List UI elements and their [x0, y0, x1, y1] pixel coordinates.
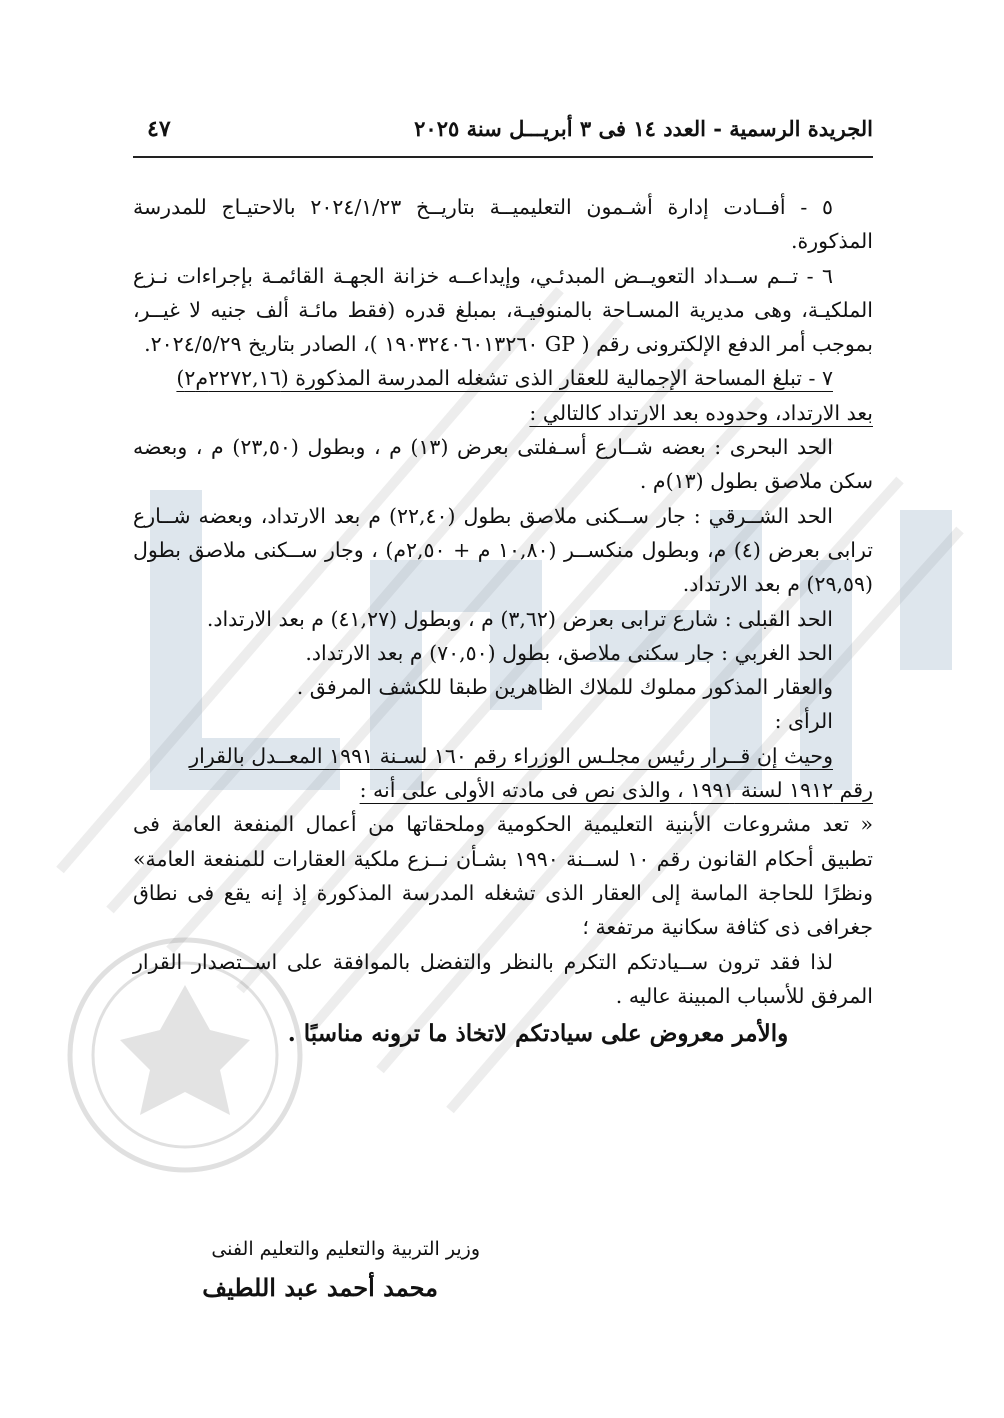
paragraph-item-5: ٥ - أفــادت إدارة أشـمون التعليميــة بتاريــخ ٢٠٢٤/١/٢٣ بالاحتيـاج للمدرسة المذكورة. — [133, 195, 873, 254]
opinion-heading: الرأى : — [774, 709, 833, 734]
signature-block — [140, 1232, 480, 1310]
boundary-south: الحد القبلى : شارع ترابى بعرض (٣,٦٢) م ، وبطول (٤١,٢٧) م بعد الارتداد. — [206, 606, 833, 631]
page-number: ٤٧ — [147, 116, 171, 142]
minister-name: محمد أحمد عبد اللطيف — [202, 1273, 438, 1302]
paragraph-item-7-continued: بعد الارتداد، وحدوده بعد الارتداد كالتالي : — [529, 400, 873, 425]
minister-title: وزير التربية والتعليم والتعليم الفنى — [211, 1238, 480, 1260]
document-body — [133, 190, 873, 1051]
gazette-title: الجريدة الرسمية - العدد ١٤ فى ٣ أبريـــل سنة ٢٠٢٥ — [414, 116, 873, 141]
request-statement: لذا فقد ترون ســيادتكم التكرم بالنظر والتفضل بالموافقة على اســتصدار القرار المرفق للأسباب المبينة عاليه . — [133, 949, 873, 1008]
decree-reference: وحيث إن قــرار رئيس مجلـس الوزراء رقم ١٦٠ لسـنة ١٩٩١ المعــدل بالقرار — [189, 743, 833, 768]
paragraph-item-6: ٦ - تــم ســداد التعويــض المبدئـي، وإيداعــه خزانة الجهـة القائمـة بإجراءات نـزع الملكيـة، وهى مديرية المسـاحة بالمنوفيـة، بمبلغ قدره (فقط مائـة ألف جنيه لا غيــر، بموجب أمر الدفع الإلكترونى رقم ( GP ١٩٠٣٢٤٠٦٠١٣٢٦٠ )، الصادر بتاريخ ٢٠٢٤/٥/٢٩. — [133, 263, 873, 357]
ownership-statement: والعقار المذكور مملوك للملاك الظاهرين طبقا للكشف المرفق . — [296, 675, 833, 700]
decree-quote: « تعد مشروعات الأبنية التعليمية الحكومية وملحقاتها من أعمال المنفعة العامة فى تطبيق أحكام القانون رقم ١٠ لســنة ١٩٩٠ بشـأن نــزع ملكية العقارات للمنفعة العامة» ونظرًا للحاجة الماسة إلى العقار الذى تشغله المدرسة المذكورة إذ إنه يقع فى نطاق جغرافى ذى كثافة سكانية مرتفعة ؛ — [133, 812, 873, 940]
closing-statement: والأمر معروض على سيادتكم لاتخاذ ما ترونه مناسبًا . — [287, 1020, 789, 1048]
boundary-west: الحد الغربي : جار سكنى ملاصق، بطول (٧٠,٥٠) م بعد الارتداد. — [305, 640, 833, 665]
decree-reference-continued: رقم ١٩١٢ لسنة ١٩٩١ ، والذى نص فى مادته الأولى على أنه : — [359, 778, 873, 803]
page-header — [133, 112, 873, 158]
boundary-north: الحد البحرى : بعضه شــارع أسـفلتى بعرض (١٣) م ، وبطول (٢٣,٥٠) م ، وبعضه سكن ملاصق بطول (١٣)م . — [133, 435, 873, 494]
paragraph-item-7: ٧ - تبلغ المساحة الإجمالية للعقار الذى تشغله المدرسة المذكورة (٢٢٧٢,١٦م٢) — [176, 366, 833, 391]
boundary-east: الحد الشــرقي : جار ســكنى ملاصق بطول (٢٢,٤٠) م بعد الارتداد، وبعضه شــارع ترابى بعرض (٤) م، وبطول منكســر (١٠,٨٠ م + ٢,٥٠م) ، وجار ســكنى ملاصق بطول (٢٩,٥٩) م بعد الارتداد. — [133, 503, 873, 597]
